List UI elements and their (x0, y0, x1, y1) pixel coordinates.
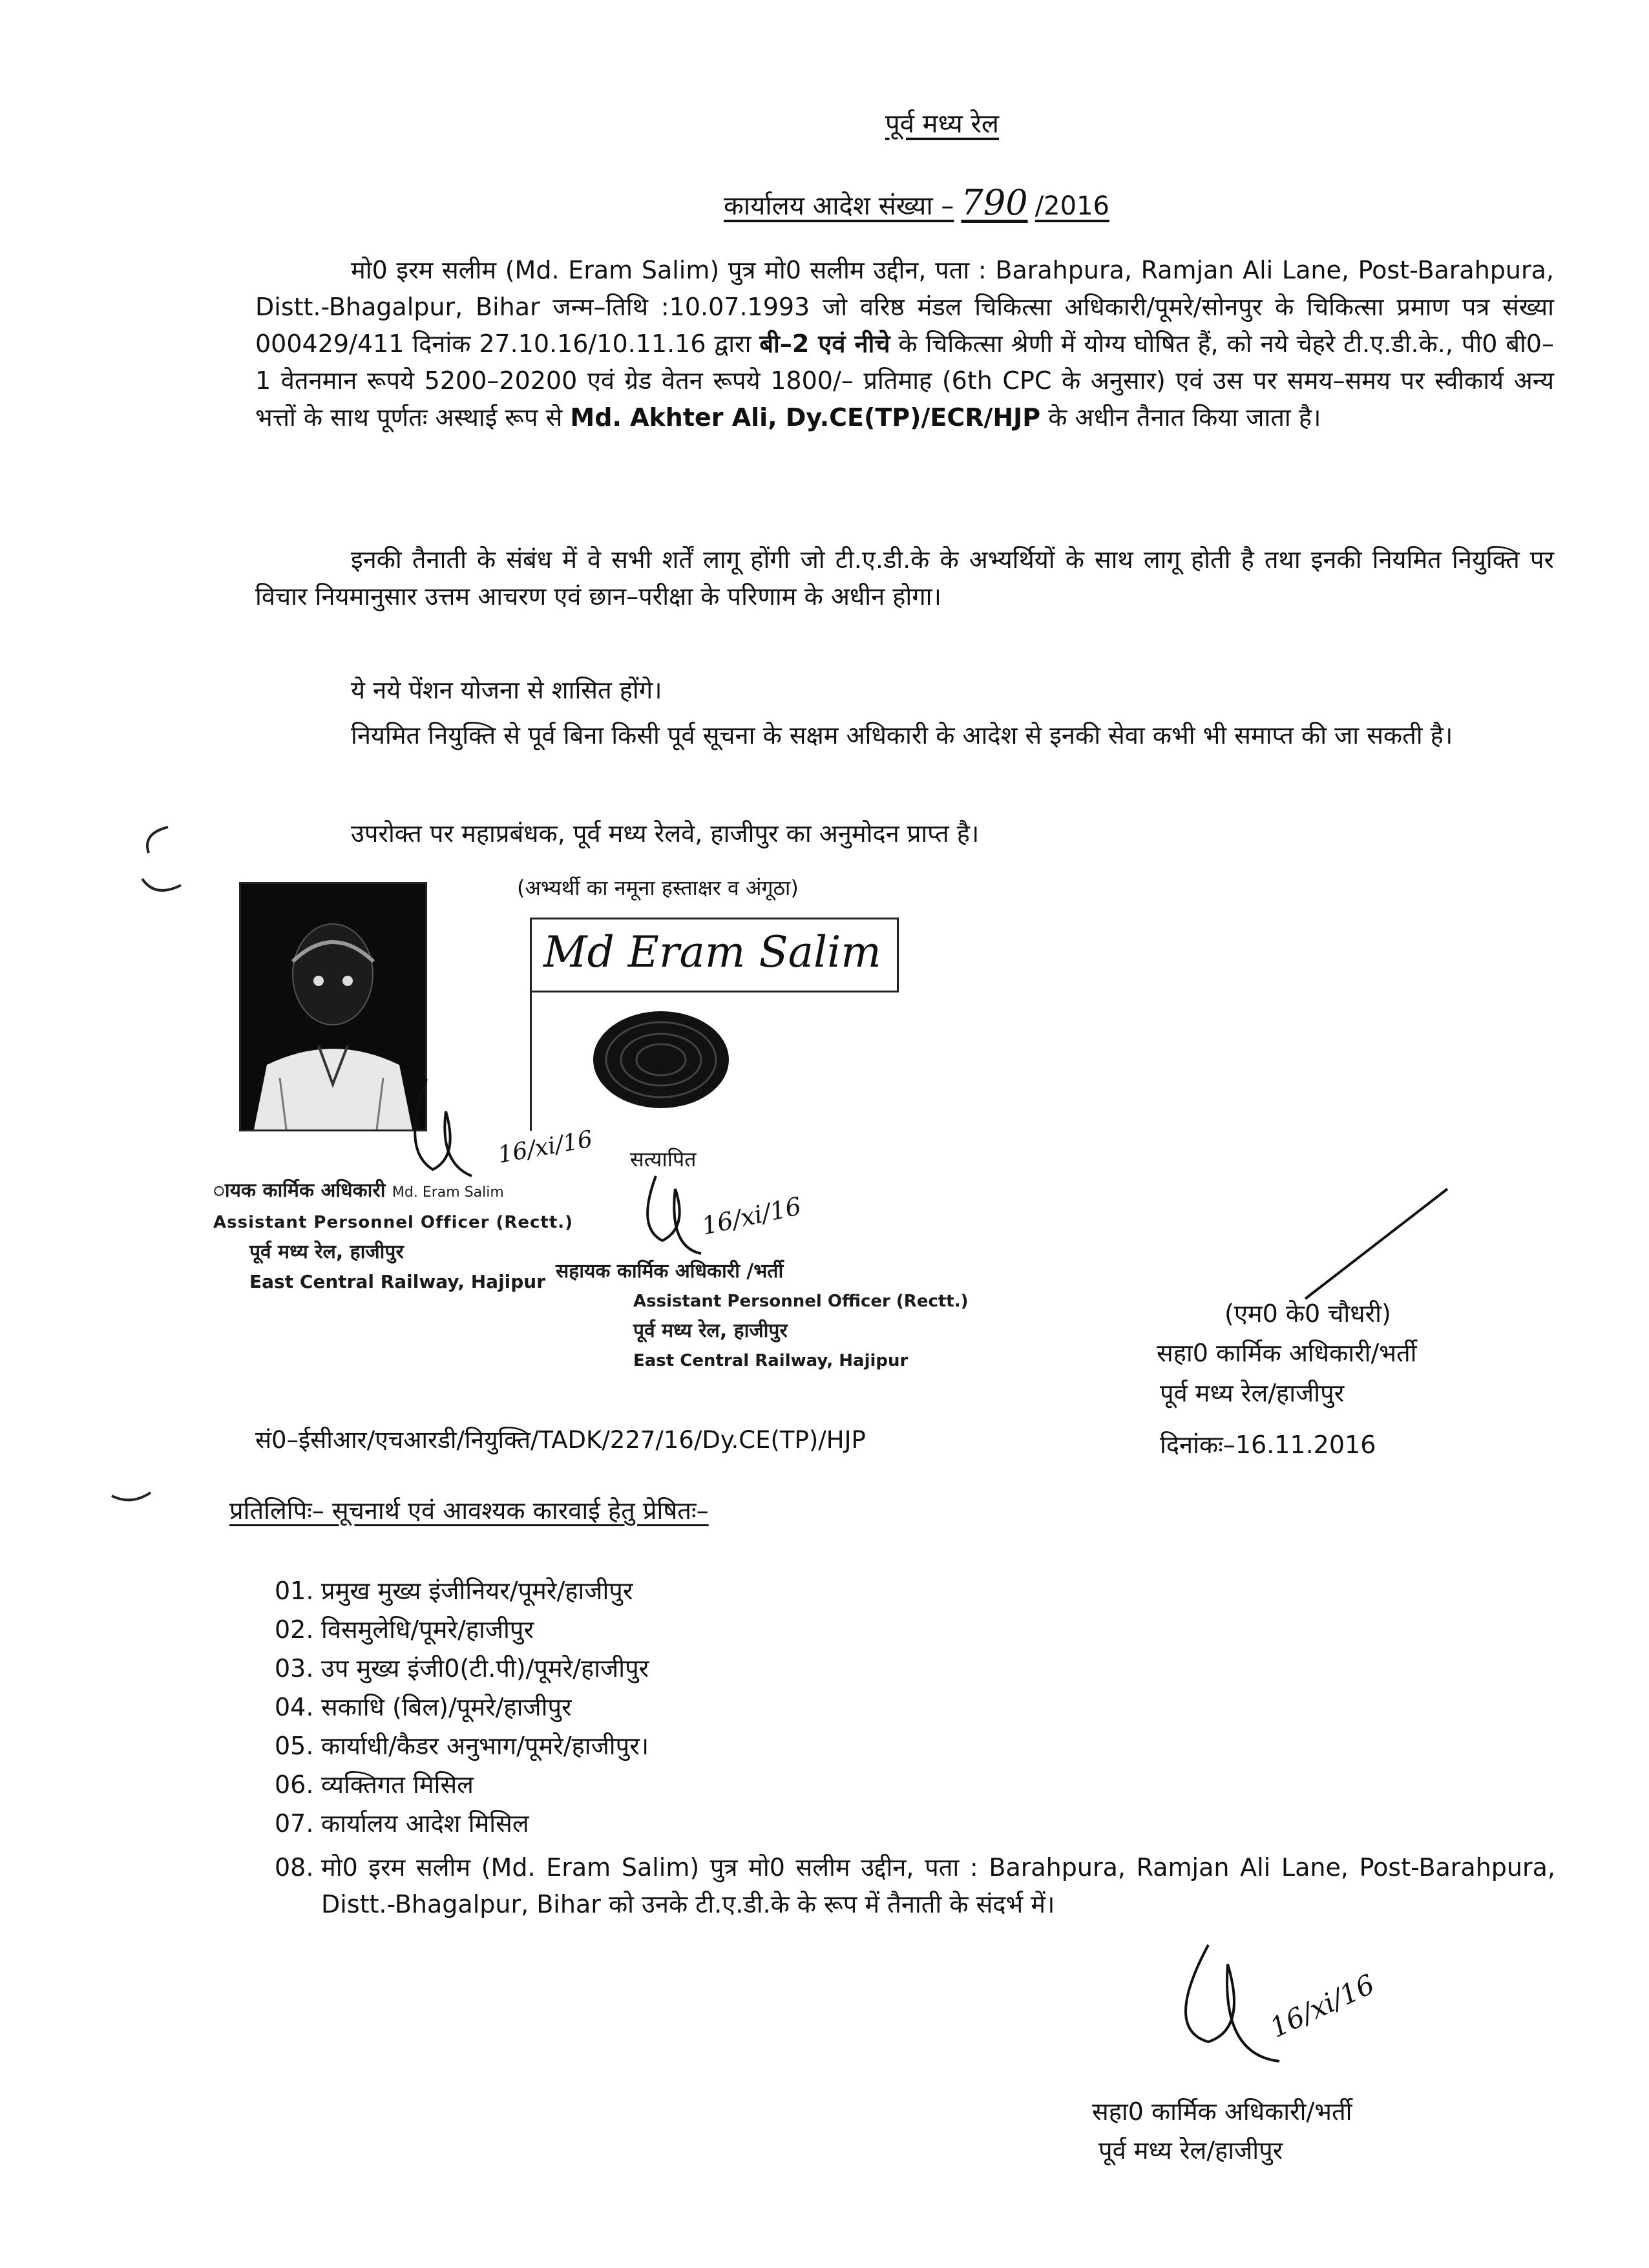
stamp-middle (556, 1257, 968, 1376)
item8-text: मो0 इरम सलीम (Md. Eram Salim) पुत्र मो0 सलीम उद्दीन, पता : Barahpura, Ramjan Ali Lane, Post-Barahpura, Distt.-Bhagalpur, Bihar को उनके टी.ए.डी.के के रूप में तैनाती के संदर्भ में। (321, 1853, 1555, 1918)
list-item: 05. कार्याधी/कैडर अनुभाग/पूमरे/हाजीपुर। (275, 1732, 649, 1760)
copy-to-list (275, 1571, 649, 1843)
margin-tick-icon (109, 1486, 154, 1512)
item8-num: 08. (275, 1853, 314, 1882)
specimen-signature: Md Eram Salim (543, 927, 881, 977)
footer-designation: सहा0 कार्मिक अधिकारी/भर्ती (1092, 2097, 1352, 2126)
specimen-caption: (अभ्यर्थी का नमूना हस्ताक्षर व अंगूठा) (517, 876, 799, 900)
list-item: 02. विसमुलेधि/पूमरे/हाजीपुर (275, 1615, 534, 1644)
handwritten-date-photo: 16/xi/16 (496, 1126, 595, 1169)
list-item: 07. कार्यालय आदेश मिसिल (275, 1809, 529, 1838)
stamp-left-line4: East Central Railway, Hajipur (249, 1271, 546, 1292)
thumb-impression-area (530, 989, 816, 1131)
order-title-prefix: कार्यालय आदेश संख्या – (724, 191, 954, 221)
signatory-name: (एम0 के0 चौधरी) (1224, 1299, 1391, 1328)
p1-bold: बी–2 एवं नीचे (759, 330, 890, 358)
list-item: 01. प्रमुख मुख्य इंजीनियर/पूमरे/हाजीपुर (275, 1577, 633, 1605)
handwritten-date-attester: 16/xi/16 (699, 1192, 804, 1241)
paragraph-termination: नियमित नियुक्ति से पूर्व बिना किसी पूर्व सूचना के सक्षम अधिकारी के आदेश से इनकी सेवा कभी भी समाप्त की जा सकती है। (351, 721, 1453, 750)
copy-to-heading: प्रतिलिपिः– सूचनार्थ एवं आवश्यक कारवाई हेतु प्रेषितः– (229, 1496, 709, 1525)
stamp-middle-line1: सहायक कार्मिक अधिकारी /भर्ती (556, 1260, 784, 1283)
p1-lead: मो0 इरम सलीम (Md. Eram Salim) पुत्र मो0 सलीम उद्दीन, पता : Barahpura, Ramjan Ali Lane, Post-Barahpura, Distt.-Bhagalpur, Bihar जन्म–तिथि :10.07.1993 जो वरिष्ठ मंडल चिकित्सा अधिकारी/पूमरे/सोनपुर के चिकित्सा प्रमाण पत्र संख्या 000429/411 दिनांक 27.10.16/10.11.16 द्वारा (255, 256, 1554, 358)
stamp-left-line1: ायक कार्मिक अधिकारी (213, 1179, 386, 1202)
list-item: 03. उप मुख्य इंजी0(टी.पी)/पूमरे/हाजीपुर (275, 1654, 649, 1683)
paragraph-appointment (255, 252, 1554, 436)
order-title (724, 182, 1109, 223)
footer-office: पूर्व मध्य रेल/हाजीपुर (1098, 2136, 1283, 2165)
order-year: /2016 (1035, 191, 1109, 221)
stamp-middle-line4: East Central Railway, Hajipur (633, 1351, 909, 1370)
paragraph-approval: उपरोक्त पर महाप्रबंधक, पूर्व मध्य रेलवे, हाजीपुर का अनुमोदन प्राप्त है। (351, 819, 980, 848)
stamp-left-line1b: Md. Eram Salim (392, 1184, 504, 1201)
signatory-designation: सहा0 कार्मिक अधिकारी/भर्ती (1157, 1339, 1417, 1367)
margin-mark-icon (129, 821, 200, 905)
thumbprint-icon (532, 989, 816, 1131)
p1-tail: के अधीन तैनात किया जाता है। (1048, 403, 1321, 432)
order-number: 790 (961, 182, 1028, 223)
specimen-signature-box (530, 918, 899, 992)
paragraph-pension: ये नये पेंशन योजना से शासित होंगे। (351, 676, 662, 704)
signatory-mark-icon (1292, 1176, 1460, 1305)
stamp-left-line2: Assistant Personnel Officer (Rectt.) (213, 1213, 574, 1232)
reference-number: सं0–ईसीआर/एचआरडी/नियुक्ति/TADK/227/16/Dy.CE(TP)/HJP (255, 1426, 866, 1454)
list-item-8 (275, 1849, 1557, 1923)
stamp-middle-line2: Assistant Personnel Officer (Rectt.) (633, 1292, 969, 1311)
attested-label: सत्यापित (630, 1147, 697, 1171)
p1-officer: Md. Akhter Ali, Dy.CE(TP)/ECR/HJP (570, 403, 1041, 432)
stamp-left-line3: पूर्व मध्य रेल, हाजीपुर (249, 1241, 404, 1263)
p1-mid: के चिकित्सा श्रेणी में योग्य घोषित हैं, को नये चेहरे टी.ए.डी.के., पी0 बी0–1 वेतनमान रूपये 5200–20200 एवं ग्रेड वेतन रूपये 1800/– प्रतिमाह (6th CPC के अनुसार) एवं उस पर समय–समय पर स्वीकार्य अन्य भत्तों के साथ पूर्णतः अस्थाई रूप से (255, 330, 1554, 432)
handwritten-date-footer: 16/xi/16 (1265, 1968, 1380, 2044)
list-item: 06. व्यक्तिगत मिसिल (275, 1770, 474, 1799)
signatory-office: पूर्व मध्य रेल/हाजीपुर (1160, 1379, 1345, 1407)
stamp-left (213, 1176, 573, 1297)
stamp-middle-line3: पूर्व मध्य रेल, हाजीपुर (633, 1319, 788, 1342)
list-item: 04. सकाधि (बिल)/पूमरे/हाजीपुर (275, 1693, 572, 1721)
org-heading: पूर्व मध्य रेल (885, 109, 1000, 139)
paragraph-conditions: इनकी तैनाती के संबंध में वे सभी शर्तें लागू होंगी जो टी.ए.डी.के के अभ्यर्थियों के साथ लागू होती है तथा इनकी नियमित नियुक्ति पर विचार नियमानुसार उत्तम आचरण एवं छान–परीक्षा के परिणाम के अधीन होगा। (255, 545, 1554, 611)
reference-date: दिनांकः–16.11.2016 (1160, 1431, 1376, 1459)
